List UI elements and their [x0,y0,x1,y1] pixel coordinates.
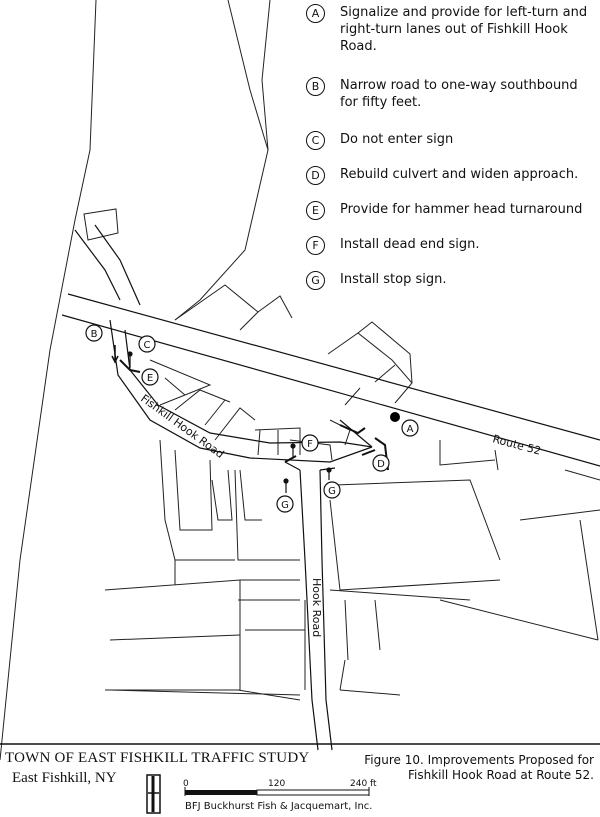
legend-letter-d: D [306,166,325,185]
legend-letter-e: E [306,201,325,220]
legend-text-e: Provide for hammer head turnaround [340,202,583,217]
marker-a [402,420,418,436]
legend-text-a: Signalize and provide for left-turn and right-turn lanes out of Fishkill Hook Road. [340,5,588,54]
marker-e [142,369,158,385]
firm-name: BFJ Buckhurst Fish & Jacquemart, Inc. [185,801,373,812]
legend-text-f: Install dead end sign. [340,237,480,252]
marker-g-east-label: G [328,486,336,497]
figure-caption-line-2: Fishkill Hook Road at Route 52. [408,768,594,782]
marker-b-label: B [90,329,98,340]
marker-g-west [277,496,293,512]
scale-label-0: 0 [183,779,189,789]
marker-g-east [324,482,340,498]
marker-g-west-label: G [281,500,289,511]
legend-text-c: Do not enter sign [340,132,454,147]
scale-label-120: 120 [268,779,286,789]
road-labels [138,392,542,637]
legend-letter-b: B [306,77,325,96]
legend-text-g: Install stop sign. [340,272,447,287]
marker-d [373,455,389,471]
road-fishkill-hook [75,225,372,462]
hook-road-label: Hook Road [310,578,323,638]
study-title: TOWN OF EAST FISHKILL TRAFFIC STUDY [5,750,310,766]
marker-f [302,435,318,451]
scale-label-240: 240 ft [350,779,377,789]
marker-c-label: C [143,340,151,351]
marker-e-label: E [146,373,154,384]
legend-letter-a: A [306,4,325,23]
study-location: East Fishkill, NY [12,770,117,786]
figure-caption [344,753,594,783]
marker-b [86,325,102,341]
route-52-label: Route 52 [491,432,543,458]
fishkill-hook-road-label: Fishkill Hook Road [138,391,227,461]
marker-f-label: F [307,439,313,450]
legend-letter-f: F [306,236,325,255]
legend-letter-c: C [306,131,325,150]
legend-text-d: Rebuild culvert and widen approach. [340,167,579,182]
figure-caption-line-1: Figure 10. Improvements Proposed for [364,753,594,767]
legend-letter-g: G [306,271,325,290]
legend-text-b: Narrow road to one-way southbound for fifty feet. [340,78,578,110]
marker-a-label: A [406,424,414,435]
marker-c [139,336,155,352]
marker-d-label: D [377,459,385,470]
traffic-signal [390,412,400,422]
